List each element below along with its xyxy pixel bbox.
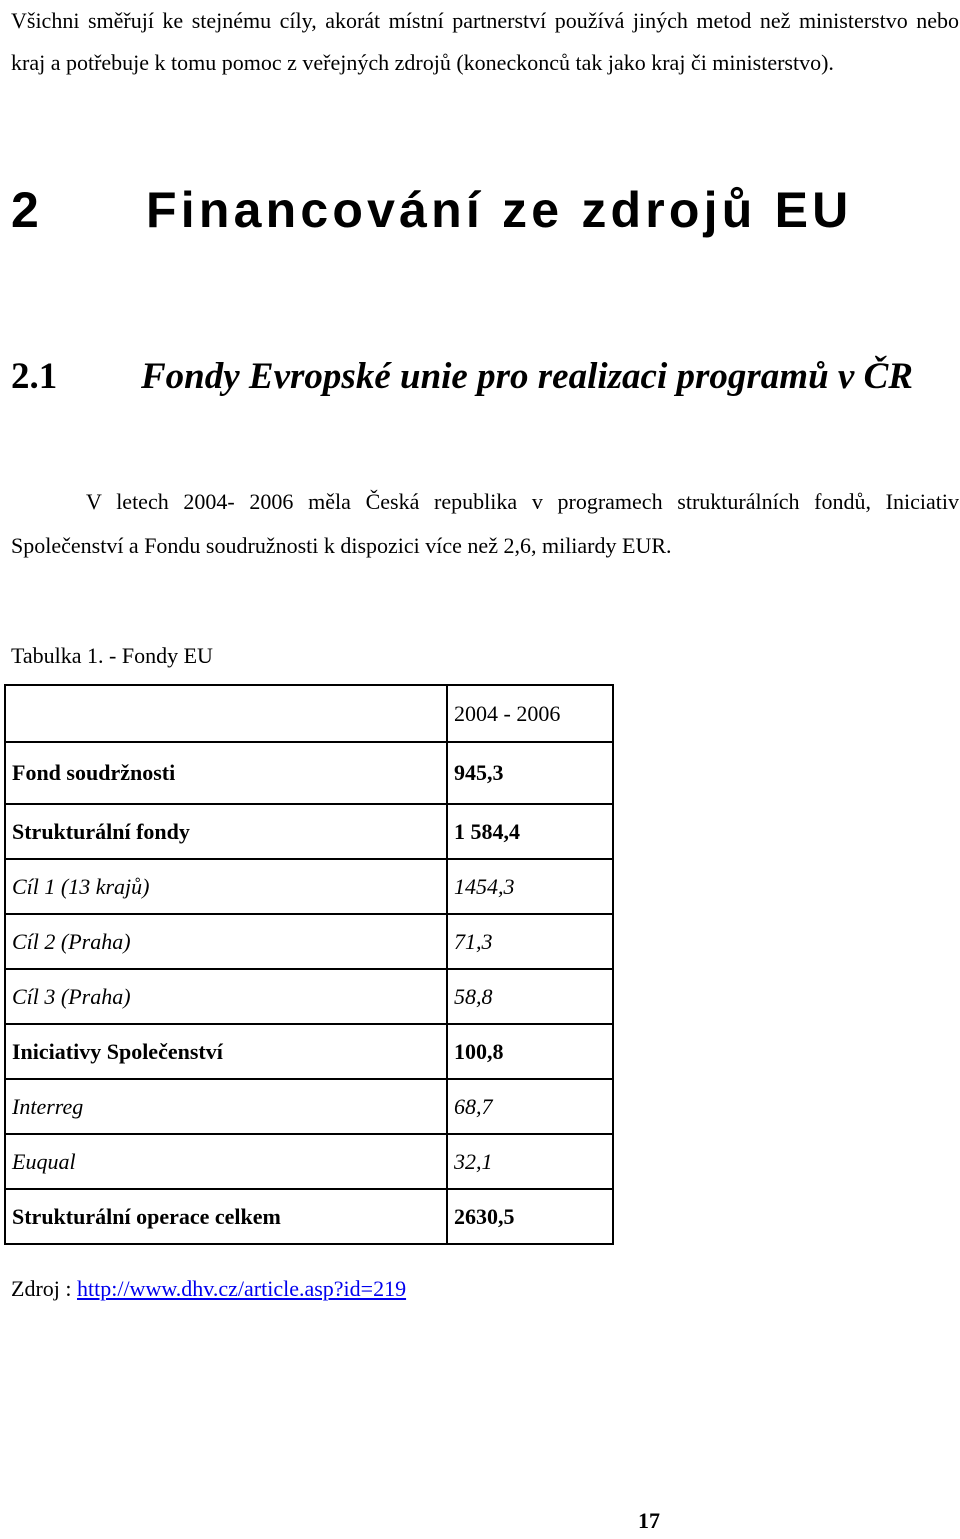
chapter-heading: [11, 180, 852, 240]
header-period-cell: 2004 - 2006: [447, 685, 613, 742]
table-row: [5, 969, 613, 1024]
row-value: 945,3: [447, 742, 613, 804]
page-number: 17: [638, 1508, 660, 1533]
table-row: [5, 1079, 613, 1134]
section-heading: [11, 354, 913, 400]
chapter-number: 2: [11, 182, 39, 238]
table-row: [5, 859, 613, 914]
row-label: Interreg: [5, 1079, 447, 1134]
table-row: [5, 804, 613, 859]
intro-paragraph: Všichni směřují ke stejnému cíly, akorát místní partnerství používá jiných metod než ministerstvo nebo kraj a potřebuje k tomu pomoc z veřejných zdrojů (koneckonců tak jako kraj či ministerstvo).: [11, 8, 959, 75]
table-row: [5, 914, 613, 969]
section-number: 2.1: [11, 356, 58, 397]
row-value: 1 584,4: [447, 804, 613, 859]
table-row: [5, 1134, 613, 1189]
row-value: 100,8: [447, 1024, 613, 1079]
source-note: [11, 1271, 406, 1307]
table-caption: Tabulka 1. - Fondy EU: [11, 643, 213, 668]
source-label: Zdroj :: [11, 1276, 77, 1301]
row-label: Strukturální operace celkem: [5, 1189, 447, 1244]
row-label: Cíl 1 (13 krajů): [5, 859, 447, 914]
row-label: Cíl 2 (Praha): [5, 914, 447, 969]
row-label: Euqual: [5, 1134, 447, 1189]
source-link[interactable]: http://www.dhv.cz/article.asp?id=219: [77, 1276, 407, 1301]
table-row: [5, 742, 613, 804]
table-header-row: [5, 685, 613, 742]
row-value: 58,8: [447, 969, 613, 1024]
row-value: 1454,3: [447, 859, 613, 914]
row-label: Fond soudržnosti: [5, 742, 447, 804]
row-value: 2630,5: [447, 1189, 613, 1244]
eu-funds-table: [4, 684, 614, 1245]
header-label-cell: [5, 685, 447, 742]
row-label: Strukturální fondy: [5, 804, 447, 859]
table-row: [5, 1189, 613, 1244]
row-label: Iniciativy Společenství: [5, 1024, 447, 1079]
row-label: Cíl 3 (Praha): [5, 969, 447, 1024]
chapter-title: Financování ze zdrojů EU: [146, 182, 853, 238]
body-paragraph: V letech 2004- 2006 měla Česká republika v programech strukturálních fondů, Iniciativ Společenství a Fondu soudružnosti k dispozici více než 2,6, miliardy EUR.: [11, 489, 959, 558]
row-value: 71,3: [447, 914, 613, 969]
row-value: 32,1: [447, 1134, 613, 1189]
row-value: 68,7: [447, 1079, 613, 1134]
section-title: Fondy Evropské unie pro realizaci programů v ČR: [141, 356, 913, 397]
table-row: [5, 1024, 613, 1079]
